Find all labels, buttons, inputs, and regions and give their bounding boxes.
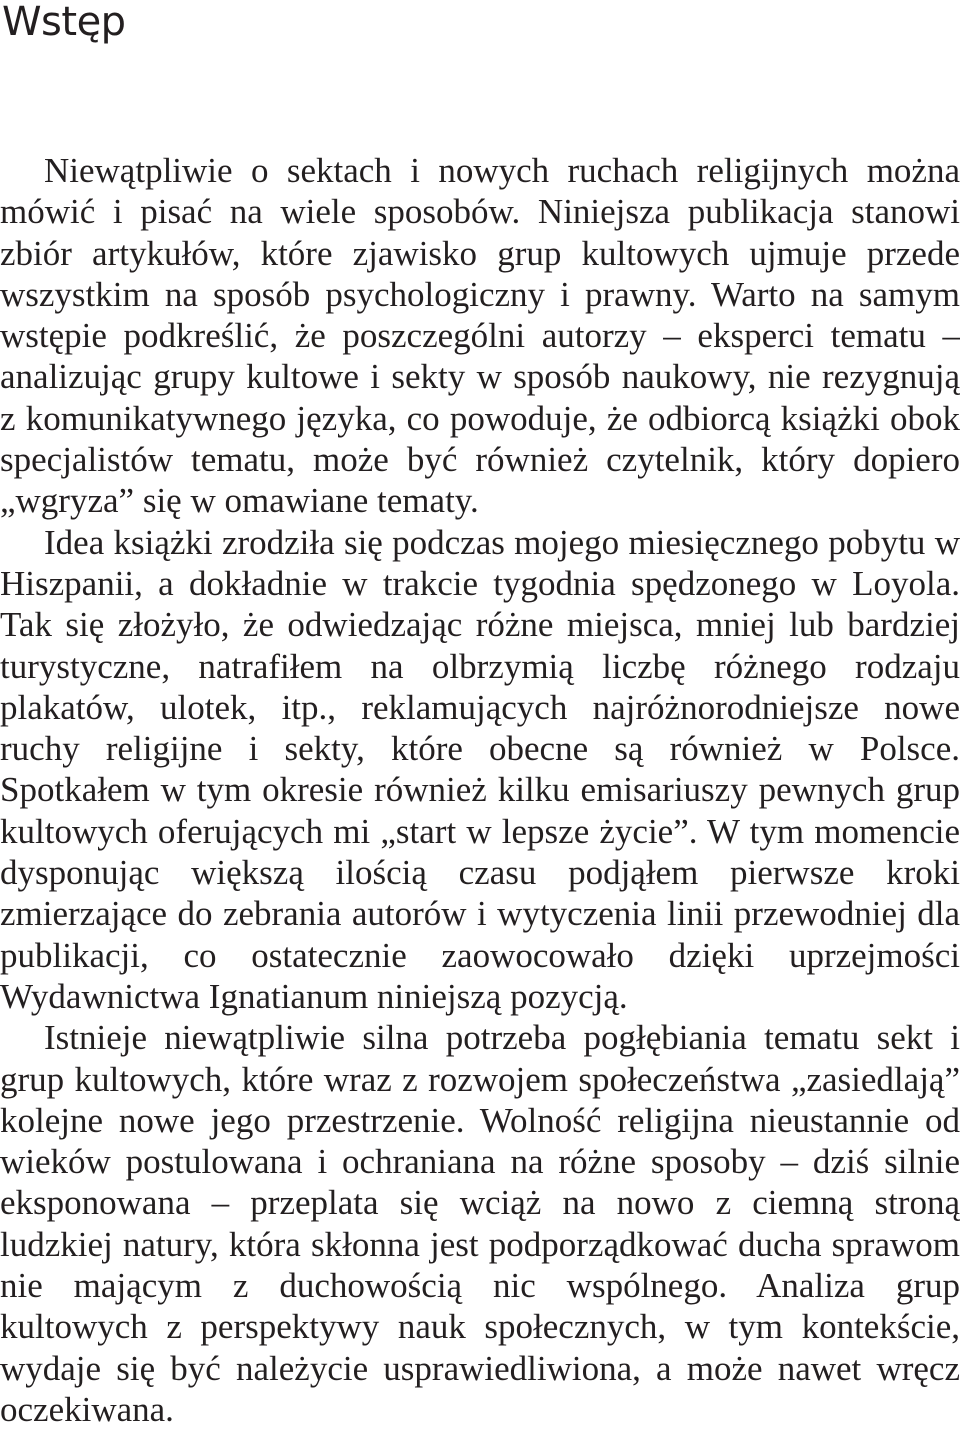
body-text — [0, 150, 960, 1430]
paragraph-3: Istnieje niewątpliwie silna potrzeba pogłębiania tematu sekt i grup kultowych, które wraz z rozwojem społeczeństwa „zasiedlają” kolejne nowe jego przestrzenie. Wolność religijna nieustannie od wieków postulowana i ochraniana na różne sposoby – dziś silnie eksponowana – przeplata się wciąż na nowo z ciemną stroną ludzkiej natury, która skłonna jest podporządkować ducha sprawom nie mającym z duchowością nic wspólnego. Analiza grup kultowych z perspektywy nauk społecznych, w tym kontekście, wydaje się być należycie usprawiedliwiona, a może nawet wręcz oczekiwana. — [0, 1018, 960, 1429]
paragraph-2: Idea książki zrodziła się podczas mojego miesięcznego pobytu w Hiszpanii, a dokładnie w trakcie tygodnia spędzonego w Loyola. Tak się złożyło, że odwiedzając różne miejsca, mniej lub bardziej turystyczne, natrafiłem na olbrzymią liczbę różnego rodzaju plakatów, ulotek, itp., reklamujących najróżnorodniejsze nowe ruchy religijne i sekty, które obecne są również w Polsce. Spotkałem w tym okresie również kilku emisariuszy pewnych grup kultowych oferujących mi „start w lepsze życie”. W tym momencie dysponując większą ilością czasu podjąłem pierwsze kroki zmierzające do zebrania autorów i wytyczenia linii przewodniej dla publikacji, co ostatecznie zaowocowało dzięki uprzejmości Wydawnictwa Ignatianum niniejszą pozycją. — [0, 522, 960, 1016]
paragraph-1: Niewątpliwie o sektach i nowych ruchach religijnych można mówić i pisać na wiele sposobów. Niniejsza publikacja stanowi zbiór artykułów, które zjawisko grup kultowych ujmuje przede wszystkim na sposób psychologiczny i prawny. Warto na samym wstępie podkreślić, że poszczególni autorzy – eksperci tematu – analizując grupy kultowe i sekty w sposób naukowy, nie rezygnują z komunikatywnego języka, co powoduje, że odbiorcą książki obok specjalistów tematu, może być również czytelnik, który dopiero „wgryza” się w omawiane tematy. — [0, 151, 960, 521]
chapter-heading: Wstęp — [2, 0, 126, 45]
